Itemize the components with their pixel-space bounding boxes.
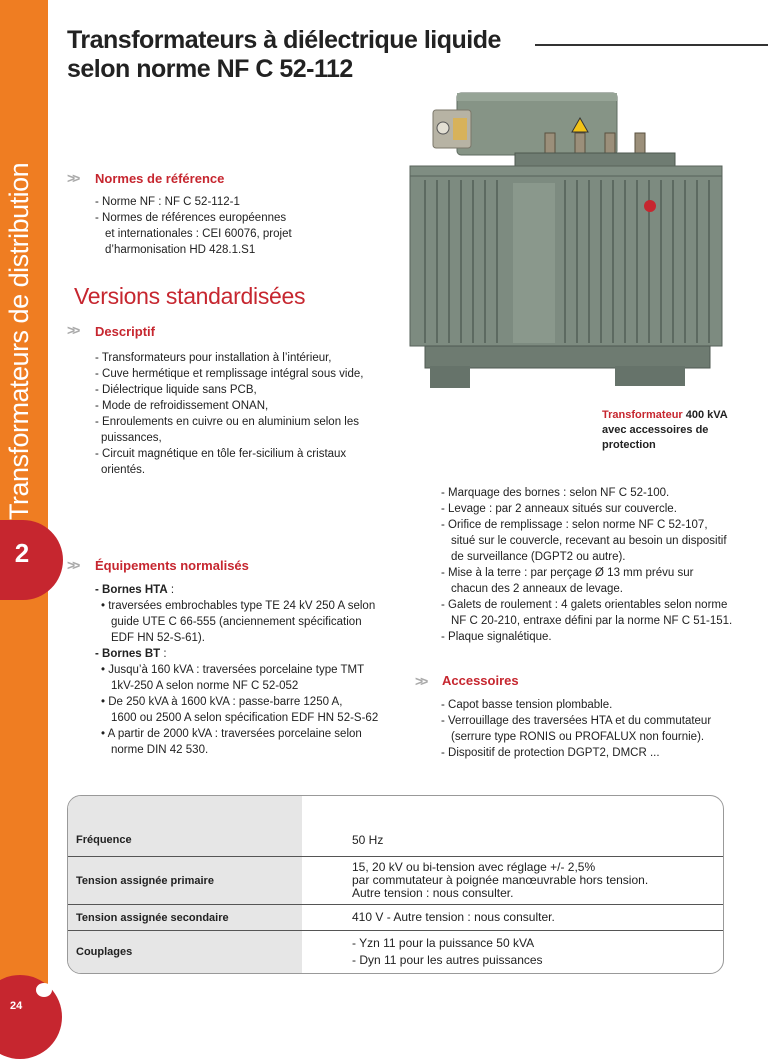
equipements-list <box>95 582 378 758</box>
page-number-badge <box>0 975 62 1059</box>
caption-part2: 400 kVA <box>685 409 728 421</box>
descriptif-line: - Diélectrique liquide sans PCB, <box>95 384 257 396</box>
spec-label: Fréquence <box>68 824 302 857</box>
spec-label: Tension assignée primaire <box>68 857 302 905</box>
transformer-image <box>405 88 728 413</box>
normes-line: - Norme NF : NF C 52-112-1 <box>95 196 240 208</box>
label-colon: : <box>160 648 167 660</box>
title-line-2: selon norme NF C 52-112 <box>67 55 353 83</box>
spec-value-line: 50 Hz <box>352 832 384 847</box>
bornes-hta-label: - Bornes HTA <box>95 584 168 596</box>
title-rule <box>535 44 768 46</box>
normes-line: d’harmonisation HD 428.1.S1 <box>105 244 256 256</box>
accessoires-list <box>441 697 711 761</box>
hta-line: guide UTE C 66-555 (anciennement spécification <box>111 616 362 628</box>
accessoires-line: (serrure type RONIS ou PROFALUX non fournie). <box>451 731 705 743</box>
caption-line: avec accessoires de <box>602 424 709 436</box>
right-line: - Galets de roulement : 4 galets orientables selon norme <box>441 599 728 611</box>
descriptif-line: - Mode de refroidissement ONAN, <box>95 400 269 412</box>
spec-value-line: par commutateur à poignée manœuvrable hors tension. <box>352 873 649 887</box>
descriptif-line: - Enroulements en cuivre ou en aluminium selon les <box>95 416 359 428</box>
sidebar-title: Transformateurs de distribution <box>4 162 34 520</box>
descriptif-line: - Transformateurs pour installation à l’intérieur, <box>95 352 332 364</box>
descriptif-line: orientés. <box>101 464 146 476</box>
spec-value-line: - Dyn 11 pour les autres puissances <box>352 953 543 968</box>
bt-line: 1kV-250 A selon norme NF C 52-052 <box>111 680 299 692</box>
right-line: de surveillance (DGPT2 ou autre). <box>451 551 626 563</box>
bt-line: 1600 ou 2500 A selon spécification EDF HN 52-S-62 <box>111 712 379 724</box>
descriptif-list <box>95 350 363 478</box>
descriptif-line: - Cuve hermétique et remplissage intégral sous vide, <box>95 368 364 380</box>
right-line: - Marquage des bornes : selon NF C 52-100. <box>441 487 670 499</box>
hta-line: • traversées embrochables type TE 24 kV 250 A selon <box>101 600 376 612</box>
caption-line: protection <box>602 439 656 451</box>
photo-caption <box>602 408 728 453</box>
bt-line: • De 250 kVA à 1600 kVA : passe-barre 1250 A, <box>101 696 343 708</box>
accessoires-line: - Capot basse tension plombable. <box>441 699 613 711</box>
spec-value <box>302 824 723 857</box>
spec-value-line: Autre tension : nous consulter. <box>352 886 514 900</box>
right-line: - Mise à la terre : par perçage Ø 13 mm prévu sur <box>441 567 694 579</box>
descriptif-line: puissances, <box>101 432 162 444</box>
accessoires-line: - Verrouillage des traversées HTA et du commutateur <box>441 715 712 727</box>
normes-list <box>95 194 292 258</box>
table-row <box>68 796 723 824</box>
title-line-1: Transformateurs à diélectrique liquide <box>67 26 501 54</box>
chevron-icon: >> <box>67 170 78 186</box>
caption-part1: Transformateur <box>602 409 686 421</box>
spec-table <box>67 795 724 974</box>
spec-value-line: 15, 20 kV ou bi-tension avec réglage +/- 2,5% <box>352 860 596 874</box>
accessoires-heading: Accessoires <box>442 673 519 688</box>
normes-line: et internationales : CEI 60076, projet <box>105 228 292 240</box>
spec-value <box>302 931 723 974</box>
accessoires-line: - Dispositif de protection DGPT2, DMCR ... <box>441 747 660 759</box>
chapter-number: 2 <box>14 538 30 568</box>
hta-line: EDF HN 52-S-61). <box>111 632 205 644</box>
normes-line: - Normes de références européennes <box>95 212 287 224</box>
descriptif-line: - Circuit magnétique en tôle fer-sicilium à cristaux <box>95 448 347 460</box>
spec-value-line: - Yzn 11 pour la puissance 50 kVA <box>352 936 535 951</box>
page-number: 24 <box>10 1000 23 1012</box>
bt-line: norme DIN 42 530. <box>111 744 209 756</box>
chevron-icon: >> <box>67 322 78 338</box>
spec-value <box>302 857 723 905</box>
chevron-icon: >> <box>67 557 78 573</box>
right-list <box>441 485 732 645</box>
right-line: situé sur le couvercle, recevant au besoin un dispositif <box>451 535 727 547</box>
right-line: - Orifice de remplissage : selon norme NF C 52-107, <box>441 519 708 531</box>
spec-label: Tension assignée secondaire <box>68 905 302 931</box>
bornes-bt-label: - Bornes BT <box>95 648 161 660</box>
versions-heading: Versions standardisées <box>74 283 306 309</box>
table-row <box>68 857 723 905</box>
spec-value <box>302 905 723 931</box>
bt-line: • Jusqu’à 160 kVA : traversées porcelaine type TMT <box>101 664 365 676</box>
spec-label: Couplages <box>68 931 302 974</box>
right-line: - Levage : par 2 anneaux situés sur couvercle. <box>441 503 677 515</box>
page-badge-highlight <box>36 983 52 997</box>
page-title <box>67 26 537 84</box>
table-row <box>68 905 723 931</box>
table-row <box>68 931 723 974</box>
spec-value-line: 410 V - Autre tension : nous consulter. <box>352 910 555 924</box>
right-line: chacun des 2 anneaux de levage. <box>451 583 623 595</box>
bt-line: • A partir de 2000 kVA : traversées porcelaine selon <box>101 728 362 740</box>
table-row <box>68 824 723 857</box>
descriptif-heading: Descriptif <box>95 324 155 339</box>
right-line: NF C 20-210, entraxe défini par la norme NF C 51-151. <box>451 615 733 627</box>
chevron-icon: >> <box>415 673 426 689</box>
equipements-heading: Équipements normalisés <box>95 558 249 573</box>
normes-heading: Normes de référence <box>95 171 225 186</box>
right-line: - Plaque signalétique. <box>441 631 552 643</box>
label-colon: : <box>167 584 175 596</box>
